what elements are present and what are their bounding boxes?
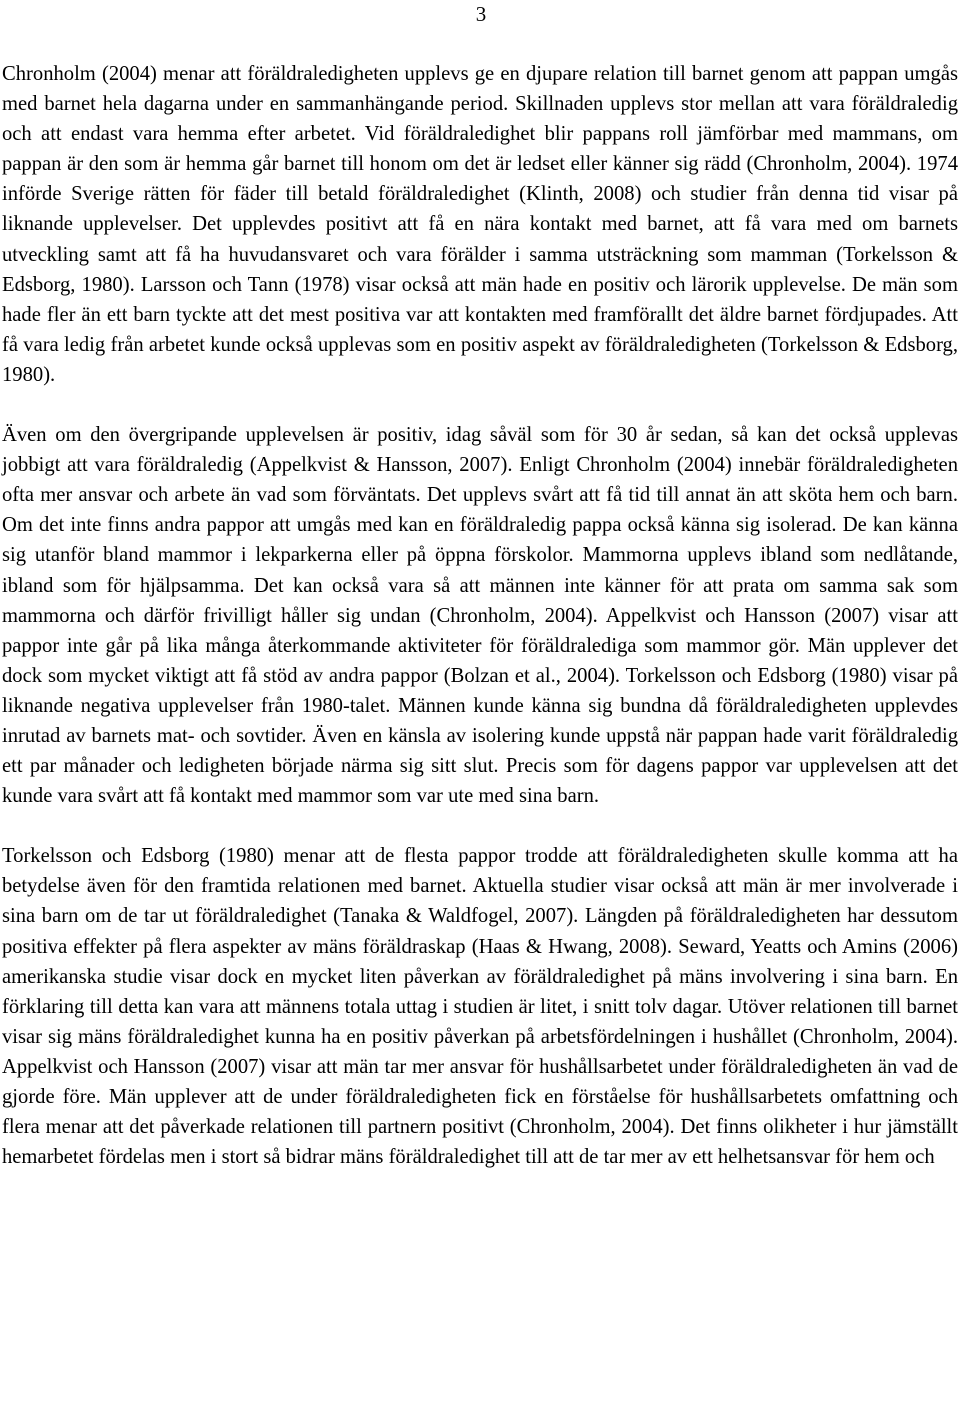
paragraph-fathers-positive-experience: Chronholm (2004) menar att föräldraledigheten upplevs ge en djupare relation till barnet genom att pappan umgås med barnet hela dagarna under en sammanhängande period. Skillnaden upplevs stor mellan att vara föräldraledig och att endast vara hemma efter arbetet. Vid föräldraledighet blir pappans roll jämförbar med mammans, om pappan är den som är hemma går barnet till honom om det är ledset eller känner sig rädd (Chronholm, 2004). 1974 införde Sverige rätten för fäder till betald föräldraledighet (Klinth, 2008) och studier från denna tid visar på liknande upplevelser. Det upplevdes positivt att få en nära kontakt med barnet, att få vara med om barnets utveckling samt att få ha huvudansvaret och vara förälder i samma utsträckning som mamman (Torkelsson & Edsborg, 1980). Larsson och Tann (1978) visar också att män hade en positiv och lärorik upplevelse. De män som hade fler än ett barn tyckte att det mest positiva var att kontakten med framförallt det äldre barnet fördjupades. Att få vara ledig från arbetet kunde också upplevas som en positiv aspekt av föräldraledigheten (Torkelsson & Edsborg, 1980). bbox=[2, 63, 958, 386]
paragraph-challenges-of-leave: Även om den övergripande upplevelsen är positiv, idag såväl som för 30 år sedan, så kan det också upplevas jobbigt att vara föräldraledig (Appelkvist & Hansson, 2007). Enligt Chronholm (2004) innebär föräldraledigheten ofta mer ansvar och arbete än vad som förväntats. Det upplevs svårt att få tid till annat än att sköta hem och barn. Om det inte finns andra pappor att umgås med kan en föräldraledig pappa också känna sig isolerad. De kan känna sig utanför bland mammor i lekparkerna eller på öppna förskolor. Mammorna upplevs ibland som nedlåtande, ibland som för hjälpsamma. Det kan också vara så att männen inte känner för att prata om samma sak som mammorna och därför frivilligt håller sig undan (Chronholm, 2004). Appelkvist och Hansson (2007) visar att pappor inte går på lika många återkommande aktiviteter för föräldralediga som mammor gör. Män upplever det dock som mycket viktigt att få stöd av andra pappor (Bolzan et al., 2004). Torkelsson och Edsborg (1980) visar på liknande negativa upplevelser från 1980-talet. Männen kunde känna sig bundna då föräldraledigheten upplevdes inrutad av barnets mat- och sovtider. Även en känsla av isolering kunde uppstå när pappan hade varit föräldraledig ett par månader och ledigheten började närma sig sitt slut. Precis som för dagens pappor var upplevelsen att det kunde vara svårt att få kontakt med mammor som var ute med sina barn. bbox=[2, 424, 958, 808]
body-text bbox=[2, 59, 958, 1172]
page-number: 3 bbox=[475, 2, 487, 26]
paragraph-long-term-effects: Torkelsson och Edsborg (1980) menar att de flesta pappor trodde att föräldraledigheten skulle komma att ha betydelse även för den framtida relationen med barnet. Aktuella studier visar också att män är mer involverade i sina barn om de tar ut föräldraledighet (Tanaka & Waldfogel, 2007). Längden på föräldraledigheten har dessutom positiva effekter på flera aspekter av mäns föräldraskap (Haas & Hwang, 2008). Seward, Yeatts och Amins (2006) amerikanska studie visar dock en mycket liten påverkan av föräldraledighet på mäns involvering i sina barn. En förklaring till detta kan vara att männens totala uttag i studien är litet, i snitt tolv dagar. Utöver relationen till barnet visar sig mäns föräldraledighet kunna ha en positiv påverkan på arbetsfördelningen i hushållet (Chronholm, 2004). Appelkvist och Hansson (2007) visar att män tar mer ansvar för hushållsarbetet under föräldraledigheten än vad de gjorde före. Män upplever att de under föräldraledigheten fick en förståelse för hushållsarbetets omfattning och flera menar att det påverkade relationen till partnern positivt (Chronholm, 2004). Det finns olikheter i hur jämställt hemarbetet fördelas men i stort så bidrar mäns föräldraledighet till att de tar mer av ett helhetsansvar för hem och bbox=[2, 845, 958, 1169]
